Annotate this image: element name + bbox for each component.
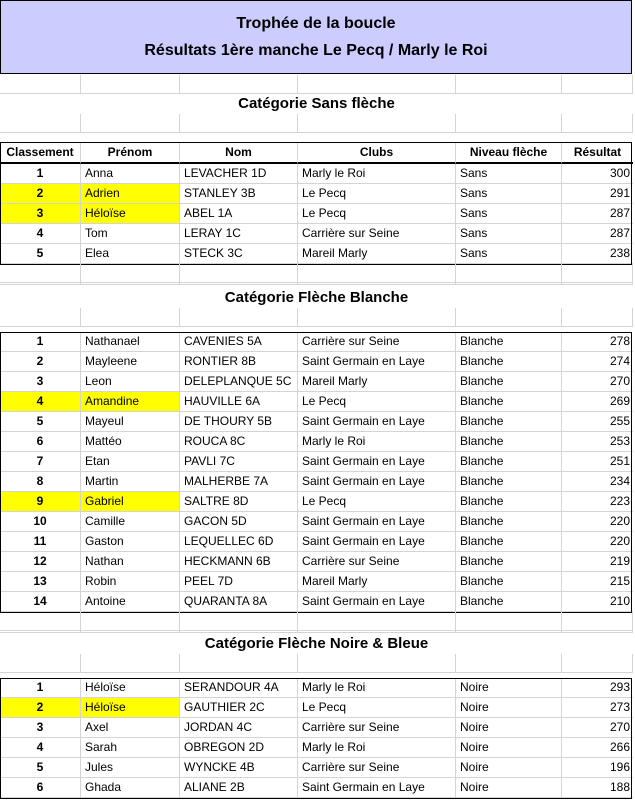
cell-club[interactable]: Le Pecq	[298, 392, 456, 412]
cell-result[interactable]: 293	[562, 678, 633, 698]
column-header-row	[0, 142, 633, 164]
table-row	[0, 532, 633, 552]
cell-level[interactable]: Blanche	[456, 452, 562, 472]
cell-result[interactable]: 269	[562, 392, 633, 412]
column-header-result[interactable]: Résultat	[562, 142, 633, 164]
cell-level[interactable]: Blanche	[456, 592, 562, 612]
cell-rank[interactable]: 4	[0, 738, 81, 758]
cell-club[interactable]: Saint Germain en Laye	[298, 778, 456, 798]
empty-cell[interactable]	[562, 114, 633, 133]
cell-club[interactable]: Carrière sur Seine	[298, 224, 456, 244]
cell-level[interactable]: Noire	[456, 698, 562, 718]
table-row	[0, 698, 633, 718]
cell-rank[interactable]: 7	[0, 452, 81, 472]
table-row	[0, 352, 633, 372]
cell-rank[interactable]: 13	[0, 572, 81, 592]
table-row	[0, 572, 633, 592]
cell-rank[interactable]: 2	[0, 352, 81, 372]
header-subtitle: Résultats 1ère manche Le Pecq / Marly le Roi	[144, 42, 488, 59]
cell-rank[interactable]: 1	[0, 332, 81, 352]
cell-club[interactable]: Le Pecq	[298, 204, 456, 224]
cell-result[interactable]: 300	[562, 164, 633, 184]
empty-cell[interactable]	[562, 654, 633, 673]
cell-club[interactable]: Le Pecq	[298, 492, 456, 512]
table-row	[0, 244, 633, 264]
empty-cell[interactable]	[81, 114, 180, 133]
cell-rank[interactable]: 5	[0, 244, 81, 264]
empty-cell[interactable]	[180, 75, 298, 94]
empty-cell[interactable]	[562, 75, 633, 94]
cell-result[interactable]: 210	[562, 592, 633, 612]
cell-level[interactable]: Blanche	[456, 492, 562, 512]
cell-first[interactable]: Ghada	[81, 778, 180, 798]
cell-result[interactable]: 188	[562, 778, 633, 798]
cell-first[interactable]: Amandine	[81, 392, 180, 412]
empty-cell[interactable]	[180, 654, 298, 673]
cell-last[interactable]: MALHERBE 7A	[180, 472, 298, 492]
table-row	[0, 678, 633, 698]
cell-level[interactable]: Noire	[456, 738, 562, 758]
cell-result[interactable]: 266	[562, 738, 633, 758]
cell-level[interactable]: Blanche	[456, 472, 562, 492]
cell-rank[interactable]: 5	[0, 758, 81, 778]
cell-result[interactable]: 219	[562, 552, 633, 572]
table-row	[0, 392, 633, 412]
empty-cell[interactable]	[298, 114, 456, 133]
empty-cell[interactable]	[562, 264, 633, 283]
cell-first[interactable]: Gabriel	[81, 492, 180, 512]
column-header-rank[interactable]: Classement	[0, 142, 81, 164]
cell-level[interactable]: Blanche	[456, 352, 562, 372]
cell-club[interactable]: Saint Germain en Laye	[298, 472, 456, 492]
category-title: Catégorie Sans flèche	[238, 95, 395, 112]
empty-cell[interactable]	[81, 75, 180, 94]
cell-last[interactable]: PEEL 7D	[180, 572, 298, 592]
cell-last[interactable]: DE THOURY 5B	[180, 412, 298, 432]
empty-cell[interactable]	[0, 264, 81, 283]
cell-first[interactable]: Nathan	[81, 552, 180, 572]
cell-last[interactable]: SERANDOUR 4A	[180, 678, 298, 698]
cell-level[interactable]: Blanche	[456, 432, 562, 452]
cell-result[interactable]: 278	[562, 332, 633, 352]
table-row	[0, 184, 633, 204]
empty-cell[interactable]	[0, 308, 81, 327]
cell-rank[interactable]: 10	[0, 512, 81, 532]
cell-first[interactable]: Anna	[81, 164, 180, 184]
cell-last[interactable]: HAUVILLE 6A	[180, 392, 298, 412]
cell-first[interactable]: Mayeul	[81, 412, 180, 432]
blank-row	[0, 654, 633, 673]
cell-last[interactable]: ABEL 1A	[180, 204, 298, 224]
cell-result[interactable]: 220	[562, 512, 633, 532]
cell-club[interactable]: Marly le Roi	[298, 738, 456, 758]
cell-result[interactable]: 273	[562, 698, 633, 718]
empty-cell[interactable]	[81, 308, 180, 327]
cell-last[interactable]: ALIANE 2B	[180, 778, 298, 798]
cell-level[interactable]: Blanche	[456, 372, 562, 392]
cell-result[interactable]: 274	[562, 352, 633, 372]
cell-rank[interactable]: 3	[0, 718, 81, 738]
table-row	[0, 372, 633, 392]
empty-cell[interactable]	[0, 612, 81, 631]
document-header	[0, 0, 632, 74]
cell-last[interactable]: SALTRE 8D	[180, 492, 298, 512]
table-row	[0, 204, 633, 224]
cell-first[interactable]: Mayleene	[81, 352, 180, 372]
cell-level[interactable]: Sans	[456, 164, 562, 184]
cell-club[interactable]: Saint Germain en Laye	[298, 412, 456, 432]
cell-club[interactable]: Mareil Marly	[298, 372, 456, 392]
empty-cell[interactable]	[456, 654, 562, 673]
empty-cell[interactable]	[0, 75, 81, 94]
cell-club[interactable]: Marly le Roi	[298, 432, 456, 452]
table-row	[0, 412, 633, 432]
cell-rank[interactable]: 1	[0, 678, 81, 698]
cell-rank[interactable]: 14	[0, 592, 81, 612]
empty-cell[interactable]	[81, 612, 180, 631]
cell-last[interactable]: OBREGON 2D	[180, 738, 298, 758]
cell-result[interactable]: 270	[562, 718, 633, 738]
table-row	[0, 718, 633, 738]
cell-club[interactable]: Le Pecq	[298, 698, 456, 718]
table-row	[0, 224, 633, 244]
cell-first[interactable]: Héloïse	[81, 678, 180, 698]
cell-rank[interactable]: 11	[0, 532, 81, 552]
cell-club[interactable]: Carrière sur Seine	[298, 552, 456, 572]
cell-result[interactable]: 238	[562, 244, 633, 264]
header-title: Trophée de la boucle	[236, 15, 396, 32]
cell-result[interactable]: 287	[562, 224, 633, 244]
cell-result[interactable]: 287	[562, 204, 633, 224]
cell-first[interactable]: Tom	[81, 224, 180, 244]
cell-club[interactable]: Saint Germain en Laye	[298, 532, 456, 552]
cell-last[interactable]: LEQUELLEC 6D	[180, 532, 298, 552]
table-row	[0, 472, 633, 492]
empty-cell[interactable]	[180, 114, 298, 133]
empty-cell[interactable]	[298, 75, 456, 94]
cell-rank[interactable]: 6	[0, 778, 81, 798]
empty-cell[interactable]	[456, 75, 562, 94]
cell-rank[interactable]: 5	[0, 412, 81, 432]
cell-level[interactable]: Noire	[456, 758, 562, 778]
cell-result[interactable]: 255	[562, 412, 633, 432]
empty-cell[interactable]	[0, 654, 81, 673]
cell-club[interactable]: Saint Germain en Laye	[298, 592, 456, 612]
cell-rank[interactable]: 4	[0, 224, 81, 244]
table-row	[0, 758, 633, 778]
cell-level[interactable]: Noire	[456, 678, 562, 698]
empty-cell[interactable]	[298, 308, 456, 327]
cell-level[interactable]: Sans	[456, 224, 562, 244]
cell-last[interactable]: STANLEY 3B	[180, 184, 298, 204]
empty-cell[interactable]	[0, 114, 81, 133]
cell-club[interactable]: Carrière sur Seine	[298, 758, 456, 778]
cell-club[interactable]: Marly le Roi	[298, 164, 456, 184]
cell-level[interactable]: Sans	[456, 184, 562, 204]
cell-level[interactable]: Blanche	[456, 572, 562, 592]
cell-last[interactable]: GACON 5D	[180, 512, 298, 532]
empty-cell[interactable]	[298, 612, 456, 631]
table-row	[0, 452, 633, 472]
cell-level[interactable]: Noire	[456, 778, 562, 798]
cell-first[interactable]: Antoine	[81, 592, 180, 612]
cell-first[interactable]: Héloïse	[81, 698, 180, 718]
cell-club[interactable]: Carrière sur Seine	[298, 718, 456, 738]
cell-level[interactable]: Noire	[456, 718, 562, 738]
cell-level[interactable]: Blanche	[456, 392, 562, 412]
cell-rank[interactable]: 9	[0, 492, 81, 512]
empty-cell[interactable]	[180, 308, 298, 327]
table-row	[0, 552, 633, 572]
cell-result[interactable]: 253	[562, 432, 633, 452]
cell-first[interactable]: Sarah	[81, 738, 180, 758]
cell-last[interactable]: QUARANTA 8A	[180, 592, 298, 612]
cell-first[interactable]: Elea	[81, 244, 180, 264]
empty-cell[interactable]	[298, 654, 456, 673]
cell-first[interactable]: Etan	[81, 452, 180, 472]
cell-first[interactable]: Héloïse	[81, 204, 180, 224]
cell-first[interactable]: Robin	[81, 572, 180, 592]
cell-rank[interactable]: 6	[0, 432, 81, 452]
table-row	[0, 492, 633, 512]
column-header-first[interactable]: Prénom	[81, 142, 180, 164]
cell-club[interactable]: Marly le Roi	[298, 678, 456, 698]
cell-first[interactable]: Camille	[81, 512, 180, 532]
cell-rank[interactable]: 3	[0, 204, 81, 224]
category-title: Catégorie Flèche Blanche	[224, 289, 409, 306]
cell-level[interactable]: Blanche	[456, 512, 562, 532]
cell-last[interactable]: PAVLI 7C	[180, 452, 298, 472]
cell-last[interactable]: STECK 3C	[180, 244, 298, 264]
cell-club[interactable]: Saint Germain en Laye	[298, 452, 456, 472]
blank-row	[0, 612, 633, 631]
cell-last[interactable]: GAUTHIER 2C	[180, 698, 298, 718]
cell-result[interactable]: 234	[562, 472, 633, 492]
cell-rank[interactable]: 12	[0, 552, 81, 572]
cell-rank[interactable]: 2	[0, 184, 81, 204]
cell-result[interactable]: 291	[562, 184, 633, 204]
blank-row	[0, 308, 633, 327]
cell-last[interactable]: LERAY 1C	[180, 224, 298, 244]
cell-club[interactable]: Mareil Marly	[298, 244, 456, 264]
column-header-level[interactable]: Niveau flèche	[456, 142, 562, 164]
cell-first[interactable]: Adrien	[81, 184, 180, 204]
table-row	[0, 738, 633, 758]
empty-cell[interactable]	[298, 264, 456, 283]
cell-club[interactable]: Saint Germain en Laye	[298, 352, 456, 372]
cell-first[interactable]: Gaston	[81, 532, 180, 552]
cell-level[interactable]: Blanche	[456, 532, 562, 552]
empty-cell[interactable]	[456, 612, 562, 631]
cell-result[interactable]: 251	[562, 452, 633, 472]
table-row	[0, 778, 633, 798]
cell-first[interactable]: Nathanael	[81, 332, 180, 352]
category-title: Catégorie Flèche Noire & Bleue	[204, 635, 429, 652]
blank-row	[0, 114, 633, 133]
blank-row	[0, 75, 633, 94]
cell-last[interactable]: ROUCA 8C	[180, 432, 298, 452]
column-header-club[interactable]: Clubs	[298, 142, 456, 164]
cell-club[interactable]: Mareil Marly	[298, 572, 456, 592]
table-row	[0, 432, 633, 452]
table-row	[0, 332, 633, 352]
cell-last[interactable]: LEVACHER 1D	[180, 164, 298, 184]
cell-result[interactable]: 223	[562, 492, 633, 512]
cell-rank[interactable]: 4	[0, 392, 81, 412]
empty-cell[interactable]	[562, 612, 633, 631]
cell-rank[interactable]: 1	[0, 164, 81, 184]
cell-level[interactable]: Sans	[456, 244, 562, 264]
empty-cell[interactable]	[456, 308, 562, 327]
empty-cell[interactable]	[180, 264, 298, 283]
table-row	[0, 164, 633, 184]
cell-last[interactable]: DELEPLANQUE 5C	[180, 372, 298, 392]
cell-last[interactable]: CAVENIES 5A	[180, 332, 298, 352]
cell-first[interactable]: Martin	[81, 472, 180, 492]
cell-first[interactable]: Axel	[81, 718, 180, 738]
empty-cell[interactable]	[456, 114, 562, 133]
cell-result[interactable]: 215	[562, 572, 633, 592]
cell-last[interactable]: JORDAN 4C	[180, 718, 298, 738]
cell-last[interactable]: WYNCKE 4B	[180, 758, 298, 778]
cell-result[interactable]: 196	[562, 758, 633, 778]
cell-first[interactable]: Leon	[81, 372, 180, 392]
cell-level[interactable]: Blanche	[456, 412, 562, 432]
column-header-last[interactable]: Nom	[180, 142, 298, 164]
table-row	[0, 512, 633, 532]
cell-result[interactable]: 270	[562, 372, 633, 392]
cell-rank[interactable]: 2	[0, 698, 81, 718]
cell-result[interactable]: 220	[562, 532, 633, 552]
empty-cell[interactable]	[81, 654, 180, 673]
empty-cell[interactable]	[562, 308, 633, 327]
cell-last[interactable]: HECKMANN 6B	[180, 552, 298, 572]
cell-first[interactable]: Jules	[81, 758, 180, 778]
cell-club[interactable]: Carrière sur Seine	[298, 332, 456, 352]
cell-club[interactable]: Saint Germain en Laye	[298, 512, 456, 532]
empty-cell[interactable]	[456, 264, 562, 283]
empty-cell[interactable]	[180, 612, 298, 631]
empty-cell[interactable]	[81, 264, 180, 283]
cell-level[interactable]: Sans	[456, 204, 562, 224]
cell-level[interactable]: Blanche	[456, 552, 562, 572]
blank-row	[0, 264, 633, 283]
cell-level[interactable]: Blanche	[456, 332, 562, 352]
cell-first[interactable]: Mattéo	[81, 432, 180, 452]
cell-rank[interactable]: 3	[0, 372, 81, 392]
cell-club[interactable]: Le Pecq	[298, 184, 456, 204]
cell-rank[interactable]: 8	[0, 472, 81, 492]
cell-last[interactable]: RONTIER 8B	[180, 352, 298, 372]
table-row	[0, 592, 633, 612]
